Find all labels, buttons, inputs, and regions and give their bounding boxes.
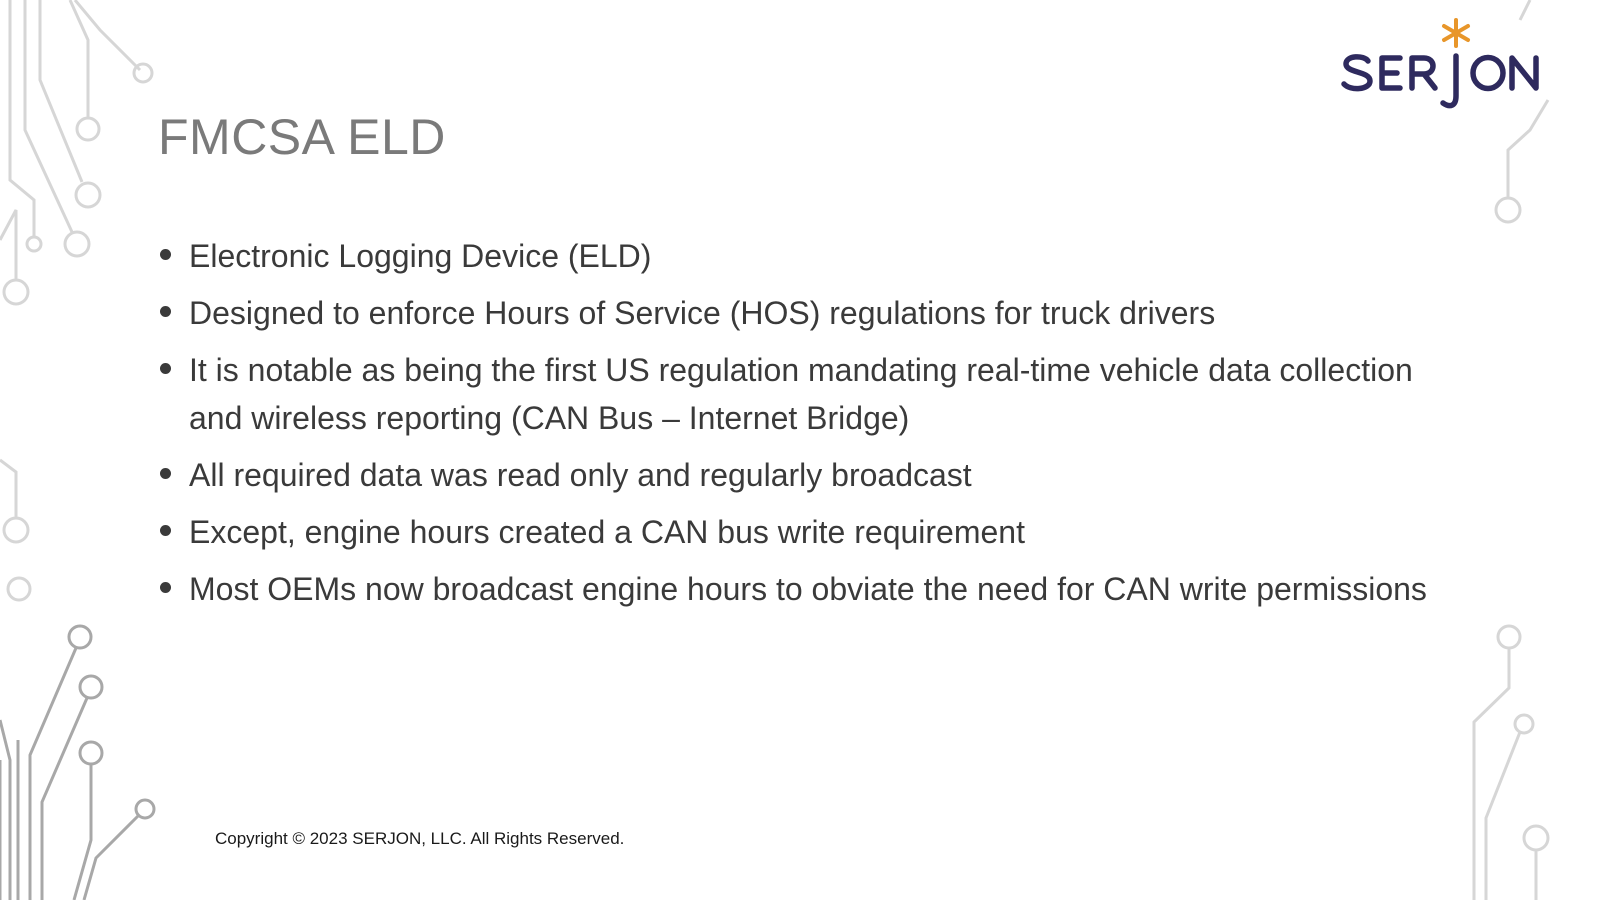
circuit-trace: [42, 698, 87, 900]
circuit-node: [134, 64, 152, 82]
bullet-dot-icon: [160, 363, 171, 374]
circuit-trace: [1486, 732, 1520, 900]
bullet-text: Designed to enforce Hours of Service (HOS) regulations for truck drivers: [189, 295, 1216, 331]
bullet-list: [158, 232, 1448, 622]
slide-title: FMCSA ELD: [158, 109, 446, 165]
logo-wordmark: [1344, 56, 1536, 106]
circuit-node: [8, 578, 30, 600]
bullet-item: [158, 232, 1448, 280]
circuit-node: [1515, 715, 1533, 733]
bullet-text: Electronic Logging Device (ELD): [189, 238, 652, 274]
serjon-logo: [1340, 14, 1550, 114]
bullet-dot-icon: [160, 582, 171, 593]
circuit-node: [76, 183, 100, 207]
bullet-item: [158, 565, 1448, 613]
bullet-item: [158, 289, 1448, 337]
bullet-text: All required data was read only and regularly broadcast: [189, 457, 972, 493]
bullet-text: Most OEMs now broadcast engine hours to obviate the need for CAN write permissions: [189, 571, 1427, 607]
circuit-trace: [0, 210, 16, 280]
circuit-trace: [10, 0, 34, 236]
bullet-dot-icon: [160, 468, 171, 479]
circuit-trace: [1508, 100, 1548, 198]
copyright-footer: Copyright © 2023 SERJON, LLC. All Rights Reserved.: [215, 829, 625, 848]
bullet-text: Except, engine hours created a CAN bus write requirement: [189, 514, 1025, 550]
circuit-trace: [0, 460, 16, 518]
circuit-node: [77, 118, 99, 140]
circuit-trace: [70, 0, 88, 118]
circuit-node: [1524, 826, 1548, 850]
bullet-text: It is notable as being the first US regulation mandating real-time vehicle data collection and wireless reporting (CAN Bus – Internet Bridge): [189, 352, 1413, 436]
circuit-node: [80, 742, 102, 764]
circuit-node: [4, 518, 28, 542]
logo-asterisk-icon: [1444, 20, 1468, 46]
circuit-node: [1498, 626, 1520, 648]
circuit-node: [136, 800, 154, 818]
bullet-dot-icon: [160, 306, 171, 317]
circuit-node: [4, 280, 28, 304]
circuit-node: [65, 232, 89, 256]
circuit-node: [69, 626, 91, 648]
bullet-item: [158, 451, 1448, 499]
circuit-node: [1496, 198, 1520, 222]
circuit-node: [27, 237, 41, 251]
circuit-node: [80, 676, 102, 698]
bullet-item: [158, 508, 1448, 556]
bullet-dot-icon: [160, 249, 171, 260]
circuit-trace: [40, 0, 82, 182]
bullet-item: [158, 346, 1448, 442]
bullet-dot-icon: [160, 525, 171, 536]
